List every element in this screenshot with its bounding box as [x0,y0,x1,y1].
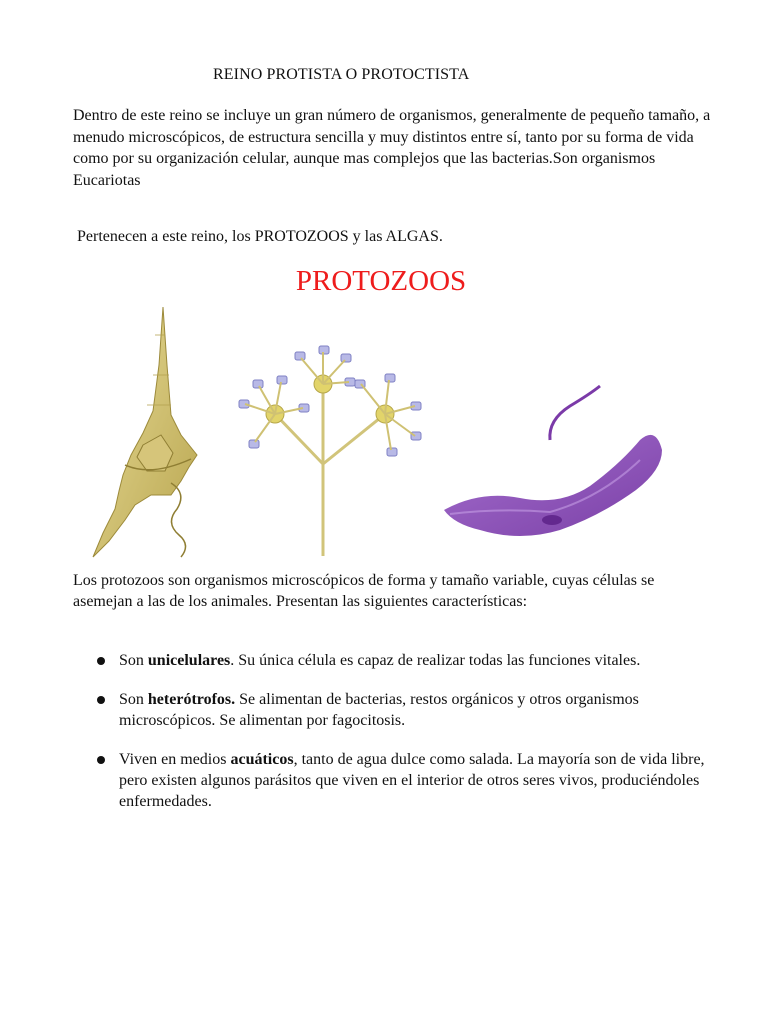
list-item: Son heterótrofos. Se alimentan de bacterias, restos orgánicos y otros organismos microscópicos. Se alimentan por fagocitosis. [73,689,713,731]
colonial-protozoan-illustration [215,344,435,559]
page-title: REINO PROTISTA O PROTOCTISTA [213,66,470,83]
dinoflagellate-illustration [85,305,215,560]
description-paragraph: Los protozoos son organismos microscópicos de forma y tamaño variable, cuyas células se asemejan a las de los animales. Presentan las siguientes características: [73,572,655,610]
characteristics-list [73,650,713,830]
trypanosome-illustration [440,380,675,550]
bullet-icon [97,657,105,665]
section-heading: PROTOZOOS [295,265,467,297]
bullet-icon [97,756,105,764]
kingdom-members-paragraph: Pertenecen a este reino, los PROTOZOOS y las ALGAS. [77,228,443,245]
list-item: Viven en medios acuáticos, tanto de agua dulce como salada. La mayoría son de vida libre, pero existen algunos parásitos que viven en el interior de otros seres vivos, produciéndoles enfermedades. [73,749,713,812]
intro-paragraph: Dentro de este reino se incluye un gran número de organismos, generalmente de pequeño tamaño, a menudo microscópicos, de estructura sencilla y muy distintos entre sí, tanto por su forma de vida como por su organización celular, aunque mas complejos que las bacterias.Son organismos Eucariotas [73,107,711,189]
bullet-icon [97,696,105,704]
list-item: Son unicelulares. Su única célula es capaz de realizar todas las funciones vitales. [73,650,713,671]
protozoa-illustrations [85,300,685,565]
